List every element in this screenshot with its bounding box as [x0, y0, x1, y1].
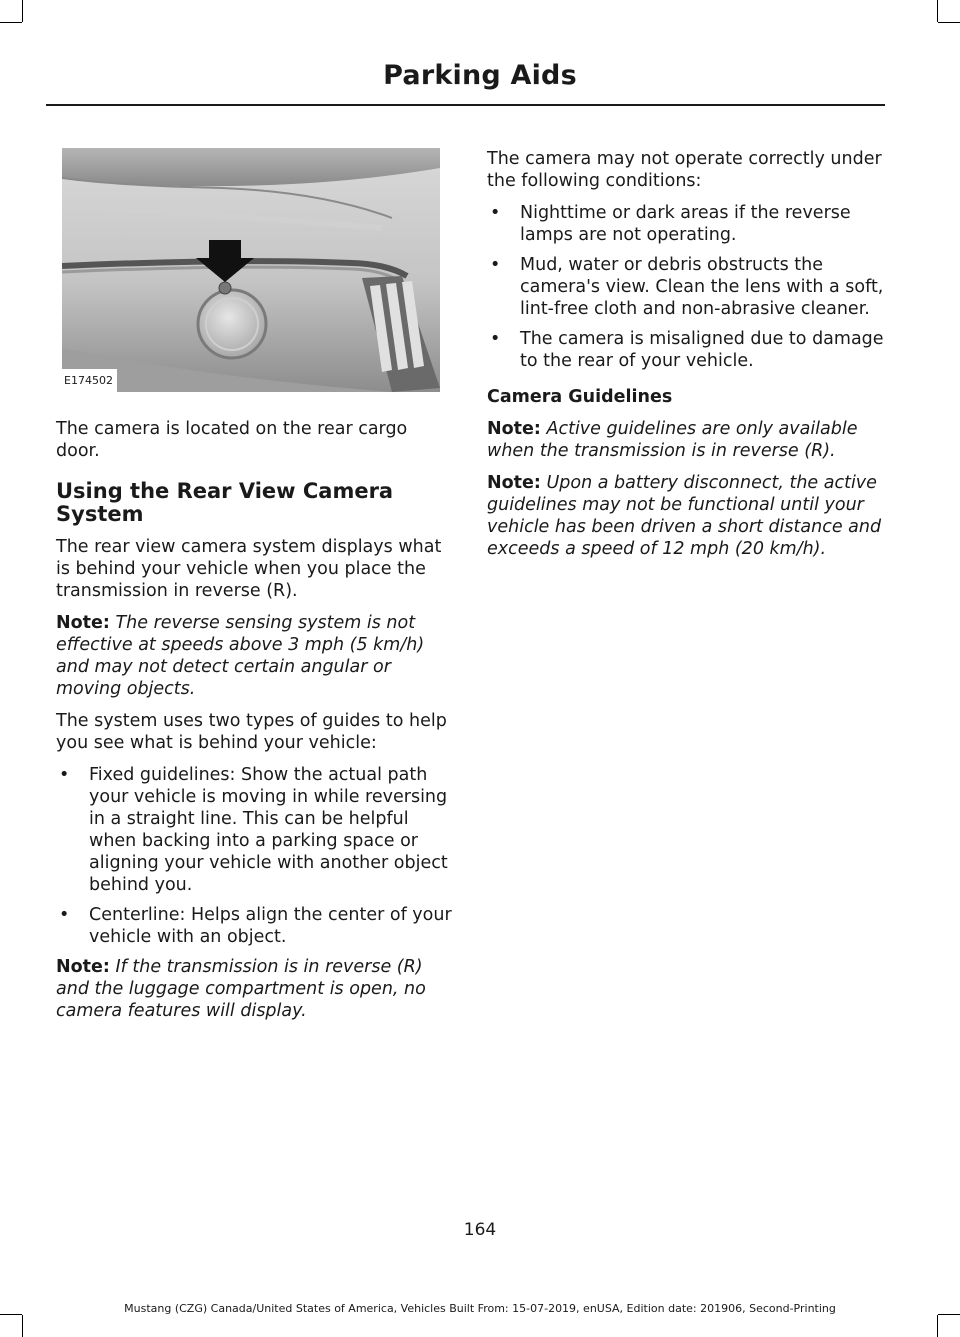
camera-location-text: The camera is located on the rear cargo door.	[56, 419, 408, 461]
heading-using-rear-view-camera: Using the Rear View Camera System	[56, 479, 394, 526]
crop-mark	[937, 1315, 938, 1337]
left-column	[56, 148, 456, 1032]
note-text: If the transmission is in reverse (R) and the luggage compartment is open, no camera features will display.	[56, 957, 426, 1021]
guides-intro-text: The system uses two types of guides to help you see what is behind your vehicle:	[56, 711, 447, 753]
bullet-glyph: •	[59, 765, 70, 785]
crop-mark	[22, 1315, 23, 1337]
list-item	[56, 904, 456, 948]
note-text: Upon a battery disconnect, the active guidelines may not be functional until your vehicle has been driven a short distance and exceeds a speed of 12 mph (20 km/h).	[487, 473, 882, 559]
bullet-glyph: •	[490, 203, 501, 223]
list-item	[487, 202, 887, 246]
note-active-guidelines	[487, 418, 887, 462]
list-item	[487, 328, 887, 372]
note-luggage-compartment	[56, 956, 456, 1022]
bullet-glyph: •	[490, 255, 501, 275]
note-text: Active guidelines are only available when the transmission is in reverse (R).	[487, 419, 858, 461]
list-item-text: The camera is misaligned due to damage to the rear of your vehicle.	[520, 329, 884, 371]
page-number: 164	[463, 1220, 497, 1240]
list-item	[56, 764, 456, 896]
camera-conditions-intro: The camera may not operate correctly under the following conditions:	[487, 149, 882, 191]
footer-edition-info: Mustang (CZG) Canada/United States of America, Vehicles Built From: 15-07-2019, enUSA, Edition date: 201906, Second-Printing	[124, 1302, 836, 1315]
note-label: Note:	[56, 613, 110, 633]
bullet-glyph: •	[490, 329, 501, 349]
bullet-glyph: •	[59, 905, 70, 925]
heading-camera-guidelines: Camera Guidelines	[487, 387, 673, 407]
header-divider	[46, 104, 885, 106]
note-battery-disconnect	[487, 472, 887, 560]
list-item-text: Nighttime or dark areas if the reverse lamps are not operating.	[520, 203, 851, 245]
list-item	[487, 254, 887, 320]
crop-mark	[22, 0, 23, 22]
list-item-text: Centerline: Helps align the center of your vehicle with an object.	[89, 905, 452, 947]
crop-mark	[0, 22, 22, 23]
list-item-text: Fixed guidelines: Show the actual path your vehicle is moving in while reversing in a straight line. This can be helpful when backing into a parking space or aligning your vehicle with another object behind you.	[89, 765, 448, 895]
car-rear-illustration	[62, 148, 440, 392]
guides-list	[56, 764, 456, 948]
note-label: Note:	[487, 419, 541, 439]
rear-cargo-door-figure	[62, 148, 440, 392]
note-text: The reverse sensing system is not effective at speeds above 3 mph (5 km/h) and may not detect certain angular or moving objects.	[56, 613, 425, 699]
note-label: Note:	[56, 957, 110, 977]
list-item-text: Mud, water or debris obstructs the camera's view. Clean the lens with a soft, lint-free cloth and non-abrasive cleaner.	[520, 255, 884, 319]
system-description-text: The rear view camera system displays what is behind your vehicle when you place the transmission in reverse (R).	[56, 537, 442, 601]
right-column	[487, 148, 887, 570]
note-label: Note:	[487, 473, 541, 493]
crop-mark	[938, 22, 960, 23]
crop-mark	[937, 0, 938, 22]
note-reverse-sensing	[56, 612, 456, 700]
conditions-list	[487, 202, 887, 372]
section-title: Parking Aids	[383, 60, 577, 91]
figure-code: E174502	[62, 369, 117, 392]
